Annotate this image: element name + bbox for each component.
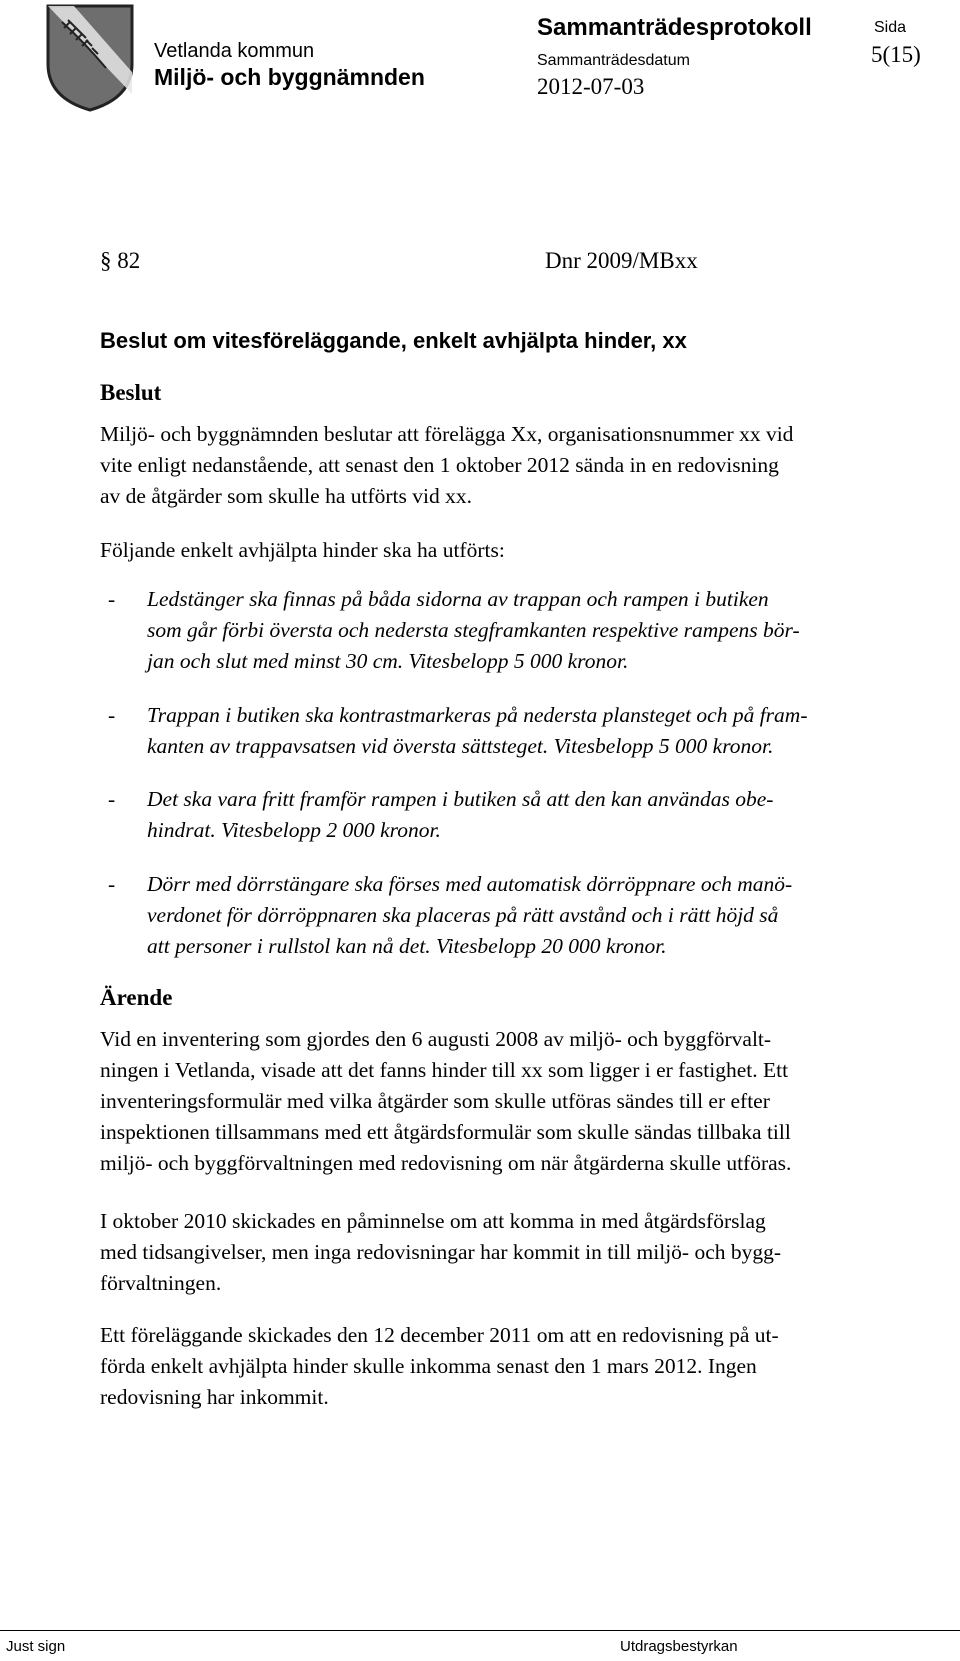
- text-line: Det ska vara fritt framför rampen i butiken så att den kan användas obe-: [147, 787, 774, 811]
- text-line: inventeringsformulär med vilka åtgärder som skulle utföras sändes till er efter: [100, 1089, 770, 1113]
- list-bullet: -: [108, 587, 116, 611]
- organization-name: Vetlanda kommun: [154, 40, 315, 62]
- list-item: [147, 584, 942, 677]
- list-bullet: -: [108, 787, 116, 811]
- text-line: redovisning har inkommit.: [100, 1385, 329, 1409]
- text-line: inspektionen tillsammans med ett åtgärdsformulär som skulle sändas tillbaka till: [100, 1120, 791, 1144]
- list-item: [147, 869, 942, 962]
- matter-paragraph: [100, 1320, 940, 1413]
- text-line: Ett föreläggande skickades den 12 december 2011 om att en redovisning på ut-: [100, 1323, 779, 1347]
- section-number: § 82: [100, 248, 141, 273]
- justification-signature-label: Just sign: [6, 1638, 66, 1655]
- page-label: Sida: [874, 19, 907, 36]
- text-line: Trappan i butiken ska kontrastmarkeras på nedersta plansteget och på fram-: [147, 703, 808, 727]
- text-line: I oktober 2010 skickades en påminnelse om att komma in med åtgärdsförslag: [100, 1209, 766, 1233]
- text-line: Ledstänger ska finnas på båda sidorna av trappan och rampen i butiken: [147, 587, 769, 611]
- text-line: med tidsangivelser, men inga redovisningar har kommit in till miljö- och bygg-: [100, 1240, 782, 1264]
- page-title: Beslut om vitesföreläggande, enkelt avhjälpta hinder, xx: [100, 328, 687, 353]
- list-item: [147, 700, 942, 762]
- text-line: förda enkelt avhjälpta hinder skulle inkomma senast den 1 mars 2012. Ingen: [100, 1354, 757, 1378]
- text-line: Vid en inventering som gjordes den 6 augusti 2008 av miljö- och byggförvalt-: [100, 1027, 772, 1051]
- text-line: som går förbi översta och nedersta stegframkanten respektive rampens bör-: [147, 618, 800, 642]
- case-number: Dnr 2009/MBxx: [545, 248, 698, 273]
- municipal-coat-of-arms-icon: [44, 2, 136, 114]
- list-bullet: -: [108, 872, 116, 896]
- footer-divider: [0, 1630, 960, 1631]
- text-line: Dörr med dörrstängare ska förses med automatisk dörröppnare och manö-: [147, 872, 793, 896]
- decision-text: [100, 419, 940, 512]
- text-line: kanten av trappavsatsen vid översta sättsteget. Vitesbelopp 5 000 kronor.: [147, 734, 774, 758]
- text-line: verdonet för dörröppnaren ska placeras på rätt avstånd och i rätt höjd så: [147, 903, 779, 927]
- extract-certification-label: Utdragsbestyrkan: [620, 1638, 738, 1655]
- text-line: att personer i rullstol kan nå det. Vitesbelopp 20 000 kronor.: [147, 934, 667, 958]
- document-type: Sammanträdesprotokoll: [537, 14, 812, 41]
- text-line: vite enligt nedanstående, att senast den 1 oktober 2012 sända in en redovisning: [100, 453, 779, 477]
- text-line: jan och slut med minst 30 cm. Vitesbelopp 5 000 kronor.: [147, 649, 629, 673]
- text-line: av de åtgärder som skulle ha utförts vid xx.: [100, 484, 472, 508]
- decision-heading: Beslut: [100, 380, 162, 405]
- matter-paragraph: [100, 1206, 940, 1299]
- committee-name: Miljö- och byggnämnden: [154, 64, 425, 90]
- list-item: [147, 784, 942, 846]
- page-number: 5(15): [871, 42, 921, 67]
- list-bullet: -: [108, 703, 116, 727]
- text-line: ningen i Vetlanda, visade att det fanns hinder till xx som ligger i er fastighet. Ett: [100, 1058, 789, 1082]
- text-line: Miljö- och byggnämnden beslutar att förelägga Xx, organisationsnummer xx vid: [100, 422, 794, 446]
- matter-paragraph: [100, 1024, 940, 1179]
- meeting-date-label: Sammanträdesdatum: [537, 52, 690, 69]
- text-line: miljö- och byggförvaltningen med redovisning om när åtgärderna skulle utföras.: [100, 1151, 792, 1175]
- text-line: förvaltningen.: [100, 1271, 222, 1295]
- meeting-date-value: 2012-07-03: [537, 74, 645, 99]
- text-line: hindrat. Vitesbelopp 2 000 kronor.: [147, 818, 441, 842]
- matter-heading: Ärende: [100, 985, 173, 1010]
- list-intro: Följande enkelt avhjälpta hinder ska ha utförts:: [100, 538, 505, 562]
